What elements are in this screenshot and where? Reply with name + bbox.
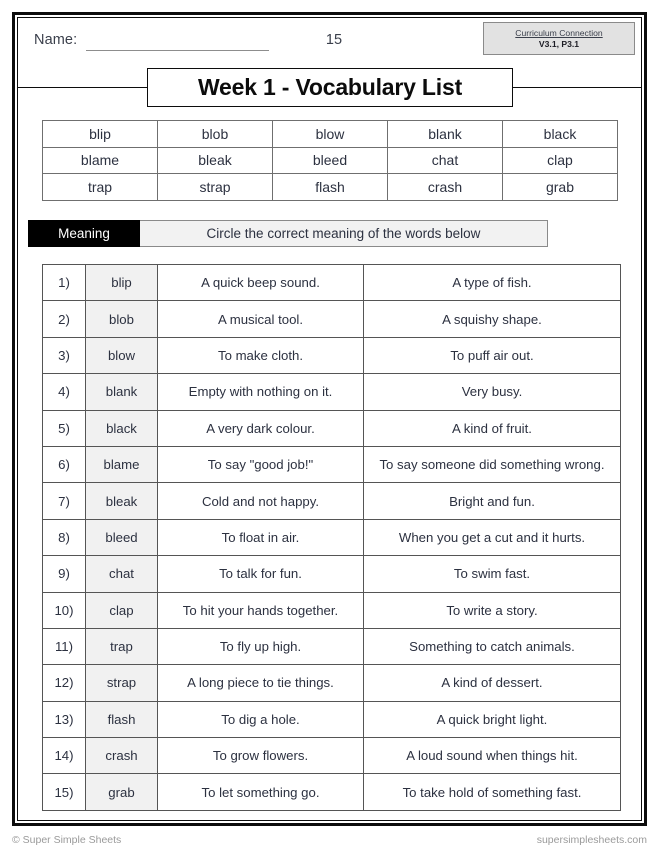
meaning-option-a[interactable]: A very dark colour. <box>158 410 364 446</box>
word-grid-cell: black <box>503 121 618 148</box>
table-row <box>43 774 621 810</box>
meaning-option-b[interactable]: Something to catch animals. <box>364 628 621 664</box>
word-grid-row <box>43 121 618 148</box>
meaning-option-a[interactable]: To dig a hole. <box>158 701 364 737</box>
question-word: grab <box>86 774 158 810</box>
banner-instruction-text: Circle the correct meaning of the words below <box>140 220 548 247</box>
meaning-option-a[interactable]: Cold and not happy. <box>158 483 364 519</box>
question-number: 2) <box>43 301 86 337</box>
question-word: blip <box>86 265 158 301</box>
curriculum-connection-box <box>483 22 635 55</box>
table-row <box>43 337 621 373</box>
meaning-option-a[interactable]: To fly up high. <box>158 628 364 664</box>
meaning-option-b[interactable]: To swim fast. <box>364 556 621 592</box>
meaning-option-b[interactable]: To say someone did something wrong. <box>364 446 621 482</box>
question-number: 10) <box>43 592 86 628</box>
vocabulary-word-grid <box>42 120 618 201</box>
table-row <box>43 556 621 592</box>
question-word: blow <box>86 337 158 373</box>
question-number: 7) <box>43 483 86 519</box>
table-row <box>43 265 621 301</box>
page-footer <box>12 834 647 846</box>
meaning-section-banner <box>28 220 548 247</box>
word-grid-cell: strap <box>158 174 273 201</box>
meaning-option-a[interactable]: To say "good job!" <box>158 446 364 482</box>
meaning-option-a[interactable]: To make cloth. <box>158 337 364 373</box>
question-number: 1) <box>43 265 86 301</box>
meaning-option-b[interactable]: Very busy. <box>364 374 621 410</box>
question-number: 5) <box>43 410 86 446</box>
title-box <box>147 68 513 107</box>
table-row <box>43 446 621 482</box>
meaning-option-b[interactable]: A loud sound when things hit. <box>364 738 621 774</box>
meaning-option-a[interactable]: To talk for fun. <box>158 556 364 592</box>
question-word: trap <box>86 628 158 664</box>
meaning-option-b[interactable]: To take hold of something fast. <box>364 774 621 810</box>
meaning-option-a[interactable]: To float in air. <box>158 519 364 555</box>
meaning-option-a[interactable]: A quick beep sound. <box>158 265 364 301</box>
footer-copyright: © Super Simple Sheets <box>12 834 122 846</box>
page-number: 15 <box>325 32 343 48</box>
table-row <box>43 738 621 774</box>
question-number: 8) <box>43 519 86 555</box>
question-word: flash <box>86 701 158 737</box>
table-row <box>43 374 621 410</box>
question-word: clap <box>86 592 158 628</box>
table-row <box>43 410 621 446</box>
meaning-option-a[interactable]: To let something go. <box>158 774 364 810</box>
meaning-option-b[interactable]: When you get a cut and it hurts. <box>364 519 621 555</box>
question-word: bleak <box>86 483 158 519</box>
word-grid-row <box>43 174 618 201</box>
question-word: chat <box>86 556 158 592</box>
word-grid-cell: blob <box>158 121 273 148</box>
meaning-option-a[interactable]: A musical tool. <box>158 301 364 337</box>
word-grid-cell: clap <box>503 147 618 174</box>
word-grid-cell: flash <box>273 174 388 201</box>
word-grid-cell: bleed <box>273 147 388 174</box>
word-grid-body <box>43 121 618 201</box>
question-word: bleed <box>86 519 158 555</box>
question-number: 6) <box>43 446 86 482</box>
word-grid-cell: chat <box>388 147 503 174</box>
table-row <box>43 483 621 519</box>
question-number: 13) <box>43 701 86 737</box>
question-word: blob <box>86 301 158 337</box>
meaning-option-b[interactable]: A squishy shape. <box>364 301 621 337</box>
question-number: 3) <box>43 337 86 373</box>
question-number: 4) <box>43 374 86 410</box>
table-row <box>43 628 621 664</box>
question-word: strap <box>86 665 158 701</box>
word-grid-cell: crash <box>388 174 503 201</box>
word-grid-cell: blank <box>388 121 503 148</box>
page-title: Week 1 - Vocabulary List <box>197 74 463 100</box>
question-number: 9) <box>43 556 86 592</box>
meaning-table-body <box>43 265 621 811</box>
word-grid-cell: blame <box>43 147 158 174</box>
meaning-option-b[interactable]: Bright and fun. <box>364 483 621 519</box>
meaning-option-b[interactable]: A quick bright light. <box>364 701 621 737</box>
question-number: 14) <box>43 738 86 774</box>
word-grid-cell: bleak <box>158 147 273 174</box>
name-input-line[interactable] <box>86 50 269 51</box>
meaning-option-b[interactable]: A kind of dessert. <box>364 665 621 701</box>
question-word: blame <box>86 446 158 482</box>
question-word: blank <box>86 374 158 410</box>
table-row <box>43 701 621 737</box>
footer-website: supersimplesheets.com <box>536 834 647 846</box>
word-grid-cell: blow <box>273 121 388 148</box>
meaning-option-a[interactable]: To hit your hands together. <box>158 592 364 628</box>
worksheet-header <box>24 22 635 66</box>
question-word: black <box>86 410 158 446</box>
meaning-option-b[interactable]: To puff air out. <box>364 337 621 373</box>
curriculum-connection-codes: V3.1, P3.1 <box>538 38 580 49</box>
name-label: Name: <box>34 32 78 48</box>
meaning-choice-table <box>42 264 621 811</box>
meaning-option-b[interactable]: To write a story. <box>364 592 621 628</box>
curriculum-connection-title: Curriculum Connection <box>515 27 603 38</box>
table-row <box>43 519 621 555</box>
table-row <box>43 592 621 628</box>
meaning-option-b[interactable]: A kind of fruit. <box>364 410 621 446</box>
word-grid-cell: blip <box>43 121 158 148</box>
word-grid-cell: grab <box>503 174 618 201</box>
question-word: crash <box>86 738 158 774</box>
question-number: 15) <box>43 774 86 810</box>
word-grid-row <box>43 147 618 174</box>
word-grid-cell: trap <box>43 174 158 201</box>
meaning-option-b[interactable]: A type of fish. <box>364 265 621 301</box>
meaning-option-a[interactable]: Empty with nothing on it. <box>158 374 364 410</box>
meaning-option-a[interactable]: To grow flowers. <box>158 738 364 774</box>
table-row <box>43 665 621 701</box>
meaning-option-a[interactable]: A long piece to tie things. <box>158 665 364 701</box>
banner-tag-label: Meaning <box>28 220 140 247</box>
table-row <box>43 301 621 337</box>
question-number: 11) <box>43 628 86 664</box>
question-number: 12) <box>43 665 86 701</box>
